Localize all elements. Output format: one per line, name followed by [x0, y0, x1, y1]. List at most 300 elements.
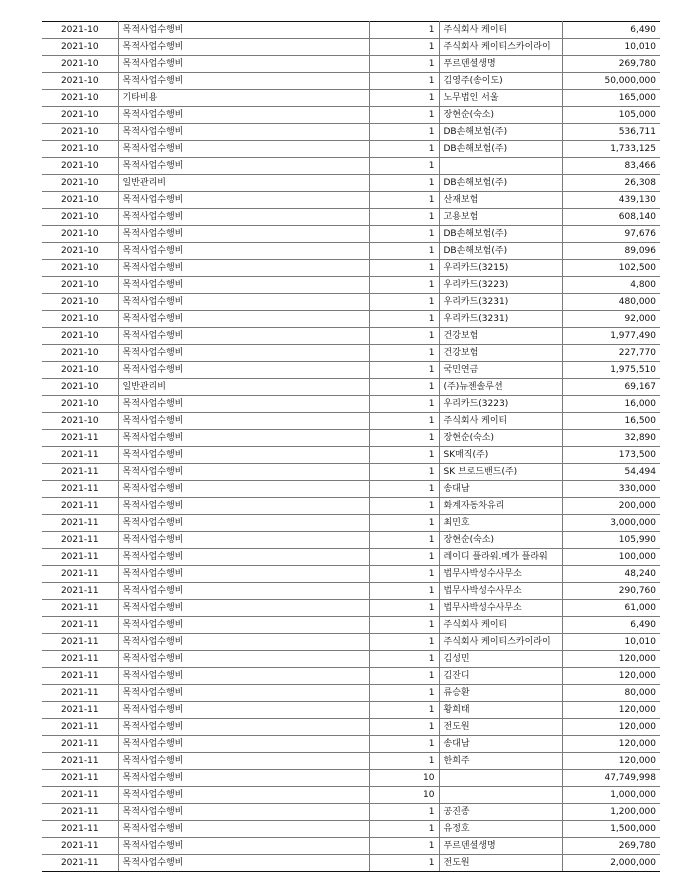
month-cell: 2021-11	[42, 583, 118, 600]
month-cell: 2021-10	[42, 311, 118, 328]
table-row	[42, 413, 660, 430]
amount-cell: 69,167	[562, 379, 660, 396]
table-row	[42, 566, 660, 583]
payee-cell: 우리카드(3231)	[439, 311, 562, 328]
account-cell: 목적사업수행비	[118, 736, 369, 753]
payee-cell: 레이디 플라워.메가 플라워	[439, 549, 562, 566]
account-cell: 목적사업수행비	[118, 345, 369, 362]
month-cell: 2021-10	[42, 56, 118, 73]
table-row	[42, 56, 660, 73]
quantity-cell: 1	[369, 175, 439, 192]
quantity-cell: 1	[369, 294, 439, 311]
payee-cell: 우리카드(3223)	[439, 277, 562, 294]
payee-cell: 건강보험	[439, 345, 562, 362]
payee-cell: 공진종	[439, 804, 562, 821]
payee-cell: 주식회사 케이티	[439, 617, 562, 634]
table-row	[42, 804, 660, 821]
amount-cell: 32,890	[562, 430, 660, 447]
account-cell: 목적사업수행비	[118, 702, 369, 719]
amount-cell: 4,800	[562, 277, 660, 294]
month-cell: 2021-11	[42, 617, 118, 634]
amount-cell: 1,733,125	[562, 141, 660, 158]
account-cell: 목적사업수행비	[118, 821, 369, 838]
payee-cell: 주식회사 케이티스카이라이	[439, 634, 562, 651]
month-cell: 2021-10	[42, 277, 118, 294]
month-cell: 2021-11	[42, 702, 118, 719]
payee-cell: SK매직(주)	[439, 447, 562, 464]
month-cell: 2021-10	[42, 243, 118, 260]
amount-cell: 16,500	[562, 413, 660, 430]
table-row	[42, 260, 660, 277]
amount-cell: 1,000,000	[562, 787, 660, 804]
account-cell: 목적사업수행비	[118, 430, 369, 447]
quantity-cell: 1	[369, 56, 439, 73]
payee-cell: 푸르덴셜생명	[439, 56, 562, 73]
table-row	[42, 821, 660, 838]
table-row	[42, 294, 660, 311]
quantity-cell: 1	[369, 702, 439, 719]
table-row	[42, 158, 660, 175]
payee-cell: 화계자동차유리	[439, 498, 562, 515]
table-row	[42, 107, 660, 124]
quantity-cell: 1	[369, 447, 439, 464]
month-cell: 2021-11	[42, 634, 118, 651]
quantity-cell: 1	[369, 396, 439, 413]
month-cell: 2021-11	[42, 855, 118, 872]
month-cell: 2021-11	[42, 804, 118, 821]
payee-cell: 노무법인 서울	[439, 90, 562, 107]
payee-cell: 우리카드(3223)	[439, 396, 562, 413]
quantity-cell: 10	[369, 787, 439, 804]
month-cell: 2021-11	[42, 821, 118, 838]
payee-cell: 김잔디	[439, 668, 562, 685]
amount-cell: 120,000	[562, 702, 660, 719]
amount-cell: 120,000	[562, 719, 660, 736]
payee-cell: 우리카드(3215)	[439, 260, 562, 277]
quantity-cell: 1	[369, 362, 439, 379]
month-cell: 2021-11	[42, 719, 118, 736]
amount-cell: 80,000	[562, 685, 660, 702]
payee-cell	[439, 770, 562, 787]
payee-cell: 최민호	[439, 515, 562, 532]
account-cell: 목적사업수행비	[118, 685, 369, 702]
account-cell: 목적사업수행비	[118, 396, 369, 413]
payee-cell: 주식회사 케이티	[439, 413, 562, 430]
month-cell: 2021-10	[42, 175, 118, 192]
account-cell: 목적사업수행비	[118, 668, 369, 685]
payee-cell: 유정호	[439, 821, 562, 838]
amount-cell: 165,000	[562, 90, 660, 107]
amount-cell: 120,000	[562, 651, 660, 668]
account-cell: 목적사업수행비	[118, 39, 369, 56]
account-cell: 목적사업수행비	[118, 787, 369, 804]
month-cell: 2021-11	[42, 532, 118, 549]
payee-cell	[439, 787, 562, 804]
quantity-cell: 1	[369, 328, 439, 345]
quantity-cell: 1	[369, 617, 439, 634]
month-cell: 2021-11	[42, 447, 118, 464]
amount-cell: 83,466	[562, 158, 660, 175]
payee-cell: 법무사박성수사무소	[439, 583, 562, 600]
quantity-cell: 1	[369, 566, 439, 583]
quantity-cell: 10	[369, 770, 439, 787]
quantity-cell: 1	[369, 124, 439, 141]
amount-cell: 173,500	[562, 447, 660, 464]
table-row	[42, 464, 660, 481]
quantity-cell: 1	[369, 736, 439, 753]
account-cell: 목적사업수행비	[118, 770, 369, 787]
table-row	[42, 770, 660, 787]
month-cell: 2021-10	[42, 124, 118, 141]
account-cell: 목적사업수행비	[118, 209, 369, 226]
table-row	[42, 498, 660, 515]
table-row	[42, 396, 660, 413]
quantity-cell: 1	[369, 600, 439, 617]
account-cell: 목적사업수행비	[118, 549, 369, 566]
quantity-cell: 1	[369, 583, 439, 600]
account-cell: 목적사업수행비	[118, 243, 369, 260]
amount-cell: 10,010	[562, 634, 660, 651]
amount-cell: 1,977,490	[562, 328, 660, 345]
quantity-cell: 1	[369, 345, 439, 362]
account-cell: 목적사업수행비	[118, 838, 369, 855]
table-row	[42, 277, 660, 294]
table-row	[42, 617, 660, 634]
table-row	[42, 311, 660, 328]
payee-cell: 산재보험	[439, 192, 562, 209]
expense-ledger-table	[42, 21, 660, 872]
quantity-cell: 1	[369, 532, 439, 549]
table-row	[42, 787, 660, 804]
quantity-cell: 1	[369, 260, 439, 277]
month-cell: 2021-10	[42, 294, 118, 311]
month-cell: 2021-11	[42, 481, 118, 498]
month-cell: 2021-10	[42, 362, 118, 379]
table-row	[42, 651, 660, 668]
quantity-cell: 1	[369, 464, 439, 481]
quantity-cell: 1	[369, 481, 439, 498]
table-row	[42, 481, 660, 498]
month-cell: 2021-11	[42, 515, 118, 532]
payee-cell: 장현순(숙소)	[439, 107, 562, 124]
month-cell: 2021-11	[42, 498, 118, 515]
quantity-cell: 1	[369, 141, 439, 158]
account-cell: 목적사업수행비	[118, 22, 369, 39]
month-cell: 2021-11	[42, 838, 118, 855]
payee-cell: SK 브로드밴드(주)	[439, 464, 562, 481]
month-cell: 2021-11	[42, 787, 118, 804]
table-row	[42, 855, 660, 872]
payee-cell: 푸르덴셜생명	[439, 838, 562, 855]
amount-cell: 269,780	[562, 838, 660, 855]
amount-cell: 1,975,510	[562, 362, 660, 379]
payee-cell: (주)뉴젠솔루션	[439, 379, 562, 396]
month-cell: 2021-11	[42, 753, 118, 770]
month-cell: 2021-10	[42, 192, 118, 209]
amount-cell: 16,000	[562, 396, 660, 413]
payee-cell: 김영주(송이도)	[439, 73, 562, 90]
table-row	[42, 226, 660, 243]
account-cell: 목적사업수행비	[118, 277, 369, 294]
table-row	[42, 192, 660, 209]
table-row	[42, 90, 660, 107]
account-cell: 목적사업수행비	[118, 294, 369, 311]
account-cell: 목적사업수행비	[118, 328, 369, 345]
quantity-cell: 1	[369, 498, 439, 515]
amount-cell: 6,490	[562, 22, 660, 39]
amount-cell: 1,200,000	[562, 804, 660, 821]
payee-cell: 전도원	[439, 719, 562, 736]
month-cell: 2021-10	[42, 107, 118, 124]
payee-cell: 전도원	[439, 855, 562, 872]
amount-cell: 439,130	[562, 192, 660, 209]
account-cell: 목적사업수행비	[118, 107, 369, 124]
quantity-cell: 1	[369, 685, 439, 702]
quantity-cell: 1	[369, 379, 439, 396]
payee-cell: 국민연금	[439, 362, 562, 379]
month-cell: 2021-11	[42, 549, 118, 566]
account-cell: 목적사업수행비	[118, 56, 369, 73]
month-cell: 2021-11	[42, 736, 118, 753]
amount-cell: 105,000	[562, 107, 660, 124]
month-cell: 2021-11	[42, 430, 118, 447]
amount-cell: 6,490	[562, 617, 660, 634]
account-cell: 목적사업수행비	[118, 192, 369, 209]
quantity-cell: 1	[369, 634, 439, 651]
quantity-cell: 1	[369, 549, 439, 566]
account-cell: 목적사업수행비	[118, 532, 369, 549]
quantity-cell: 1	[369, 107, 439, 124]
month-cell: 2021-10	[42, 22, 118, 39]
table-row	[42, 515, 660, 532]
month-cell: 2021-10	[42, 73, 118, 90]
quantity-cell: 1	[369, 651, 439, 668]
amount-cell: 61,000	[562, 600, 660, 617]
table-row	[42, 685, 660, 702]
table-row	[42, 124, 660, 141]
amount-cell: 47,749,998	[562, 770, 660, 787]
payee-cell: 장현순(숙소)	[439, 532, 562, 549]
amount-cell: 10,010	[562, 39, 660, 56]
payee-cell: 건강보험	[439, 328, 562, 345]
amount-cell: 105,990	[562, 532, 660, 549]
amount-cell: 120,000	[562, 753, 660, 770]
month-cell: 2021-10	[42, 158, 118, 175]
account-cell: 목적사업수행비	[118, 141, 369, 158]
ledger-body	[42, 22, 660, 872]
table-row	[42, 447, 660, 464]
quantity-cell: 1	[369, 39, 439, 56]
amount-cell: 54,494	[562, 464, 660, 481]
payee-cell: 김성민	[439, 651, 562, 668]
account-cell: 목적사업수행비	[118, 753, 369, 770]
account-cell: 목적사업수행비	[118, 617, 369, 634]
table-row	[42, 345, 660, 362]
month-cell: 2021-10	[42, 328, 118, 345]
account-cell: 목적사업수행비	[118, 311, 369, 328]
table-row	[42, 175, 660, 192]
quantity-cell: 1	[369, 855, 439, 872]
table-row	[42, 702, 660, 719]
payee-cell: 장현순(숙소)	[439, 430, 562, 447]
payee-cell: 법무사박성수사무소	[439, 566, 562, 583]
quantity-cell: 1	[369, 22, 439, 39]
month-cell: 2021-10	[42, 226, 118, 243]
table-row	[42, 39, 660, 56]
quantity-cell: 1	[369, 90, 439, 107]
month-cell: 2021-10	[42, 260, 118, 277]
payee-cell: DB손해보험(주)	[439, 124, 562, 141]
month-cell: 2021-10	[42, 90, 118, 107]
quantity-cell: 1	[369, 277, 439, 294]
month-cell: 2021-11	[42, 770, 118, 787]
table-row	[42, 141, 660, 158]
month-cell: 2021-11	[42, 651, 118, 668]
account-cell: 목적사업수행비	[118, 447, 369, 464]
amount-cell: 608,140	[562, 209, 660, 226]
payee-cell: DB손해보험(주)	[439, 226, 562, 243]
table-row	[42, 532, 660, 549]
payee-cell: 류승환	[439, 685, 562, 702]
payee-cell: 고용보험	[439, 209, 562, 226]
payee-cell: 법무사박성수사무소	[439, 600, 562, 617]
amount-cell: 200,000	[562, 498, 660, 515]
amount-cell: 269,780	[562, 56, 660, 73]
account-cell: 목적사업수행비	[118, 158, 369, 175]
quantity-cell: 1	[369, 73, 439, 90]
amount-cell: 92,000	[562, 311, 660, 328]
amount-cell: 26,308	[562, 175, 660, 192]
amount-cell: 89,096	[562, 243, 660, 260]
payee-cell: 주식회사 케이티	[439, 22, 562, 39]
quantity-cell: 1	[369, 515, 439, 532]
month-cell: 2021-10	[42, 141, 118, 158]
month-cell: 2021-11	[42, 668, 118, 685]
account-cell: 목적사업수행비	[118, 481, 369, 498]
quantity-cell: 1	[369, 413, 439, 430]
payee-cell: 송대남	[439, 481, 562, 498]
table-row	[42, 634, 660, 651]
account-cell: 목적사업수행비	[118, 600, 369, 617]
account-cell: 목적사업수행비	[118, 566, 369, 583]
amount-cell: 120,000	[562, 736, 660, 753]
payee-cell: DB손해보험(주)	[439, 243, 562, 260]
table-row	[42, 362, 660, 379]
account-cell: 일반관리비	[118, 379, 369, 396]
quantity-cell: 1	[369, 226, 439, 243]
table-row	[42, 73, 660, 90]
account-cell: 목적사업수행비	[118, 260, 369, 277]
account-cell: 목적사업수행비	[118, 719, 369, 736]
account-cell: 목적사업수행비	[118, 515, 369, 532]
account-cell: 목적사업수행비	[118, 583, 369, 600]
account-cell: 목적사업수행비	[118, 855, 369, 872]
payee-cell	[439, 158, 562, 175]
amount-cell: 48,240	[562, 566, 660, 583]
payee-cell: 우리카드(3231)	[439, 294, 562, 311]
quantity-cell: 1	[369, 753, 439, 770]
account-cell: 목적사업수행비	[118, 124, 369, 141]
account-cell: 목적사업수행비	[118, 73, 369, 90]
account-cell: 목적사업수행비	[118, 362, 369, 379]
month-cell: 2021-10	[42, 379, 118, 396]
quantity-cell: 1	[369, 243, 439, 260]
amount-cell: 2,000,000	[562, 855, 660, 872]
quantity-cell: 1	[369, 430, 439, 447]
table-row	[42, 430, 660, 447]
table-row	[42, 243, 660, 260]
table-row	[42, 22, 660, 39]
month-cell: 2021-11	[42, 600, 118, 617]
table-row	[42, 583, 660, 600]
amount-cell: 227,770	[562, 345, 660, 362]
quantity-cell: 1	[369, 719, 439, 736]
amount-cell: 102,500	[562, 260, 660, 277]
payee-cell: DB손해보험(주)	[439, 175, 562, 192]
amount-cell: 1,500,000	[562, 821, 660, 838]
month-cell: 2021-11	[42, 566, 118, 583]
amount-cell: 3,000,000	[562, 515, 660, 532]
account-cell: 목적사업수행비	[118, 226, 369, 243]
month-cell: 2021-10	[42, 345, 118, 362]
amount-cell: 50,000,000	[562, 73, 660, 90]
table-row	[42, 379, 660, 396]
table-row	[42, 736, 660, 753]
payee-cell: 주식회사 케이티스카이라이	[439, 39, 562, 56]
quantity-cell: 1	[369, 668, 439, 685]
table-row	[42, 838, 660, 855]
account-cell: 목적사업수행비	[118, 498, 369, 515]
month-cell: 2021-10	[42, 396, 118, 413]
payee-cell: DB손해보험(주)	[439, 141, 562, 158]
amount-cell: 97,676	[562, 226, 660, 243]
account-cell: 목적사업수행비	[118, 651, 369, 668]
month-cell: 2021-10	[42, 413, 118, 430]
payee-cell: 송대남	[439, 736, 562, 753]
amount-cell: 120,000	[562, 668, 660, 685]
table-row	[42, 753, 660, 770]
account-cell: 일반관리비	[118, 175, 369, 192]
amount-cell: 100,000	[562, 549, 660, 566]
account-cell: 목적사업수행비	[118, 804, 369, 821]
month-cell: 2021-11	[42, 685, 118, 702]
quantity-cell: 1	[369, 821, 439, 838]
account-cell: 목적사업수행비	[118, 464, 369, 481]
table-row	[42, 328, 660, 345]
month-cell: 2021-10	[42, 209, 118, 226]
account-cell: 목적사업수행비	[118, 634, 369, 651]
table-row	[42, 719, 660, 736]
quantity-cell: 1	[369, 209, 439, 226]
table-row	[42, 549, 660, 566]
quantity-cell: 1	[369, 804, 439, 821]
quantity-cell: 1	[369, 192, 439, 209]
table-row	[42, 209, 660, 226]
amount-cell: 536,711	[562, 124, 660, 141]
amount-cell: 290,760	[562, 583, 660, 600]
quantity-cell: 1	[369, 311, 439, 328]
account-cell: 목적사업수행비	[118, 413, 369, 430]
month-cell: 2021-11	[42, 464, 118, 481]
account-cell: 기타비용	[118, 90, 369, 107]
payee-cell: 황희태	[439, 702, 562, 719]
table-row	[42, 668, 660, 685]
amount-cell: 480,000	[562, 294, 660, 311]
month-cell: 2021-10	[42, 39, 118, 56]
table-row	[42, 600, 660, 617]
quantity-cell: 1	[369, 838, 439, 855]
payee-cell: 한희주	[439, 753, 562, 770]
